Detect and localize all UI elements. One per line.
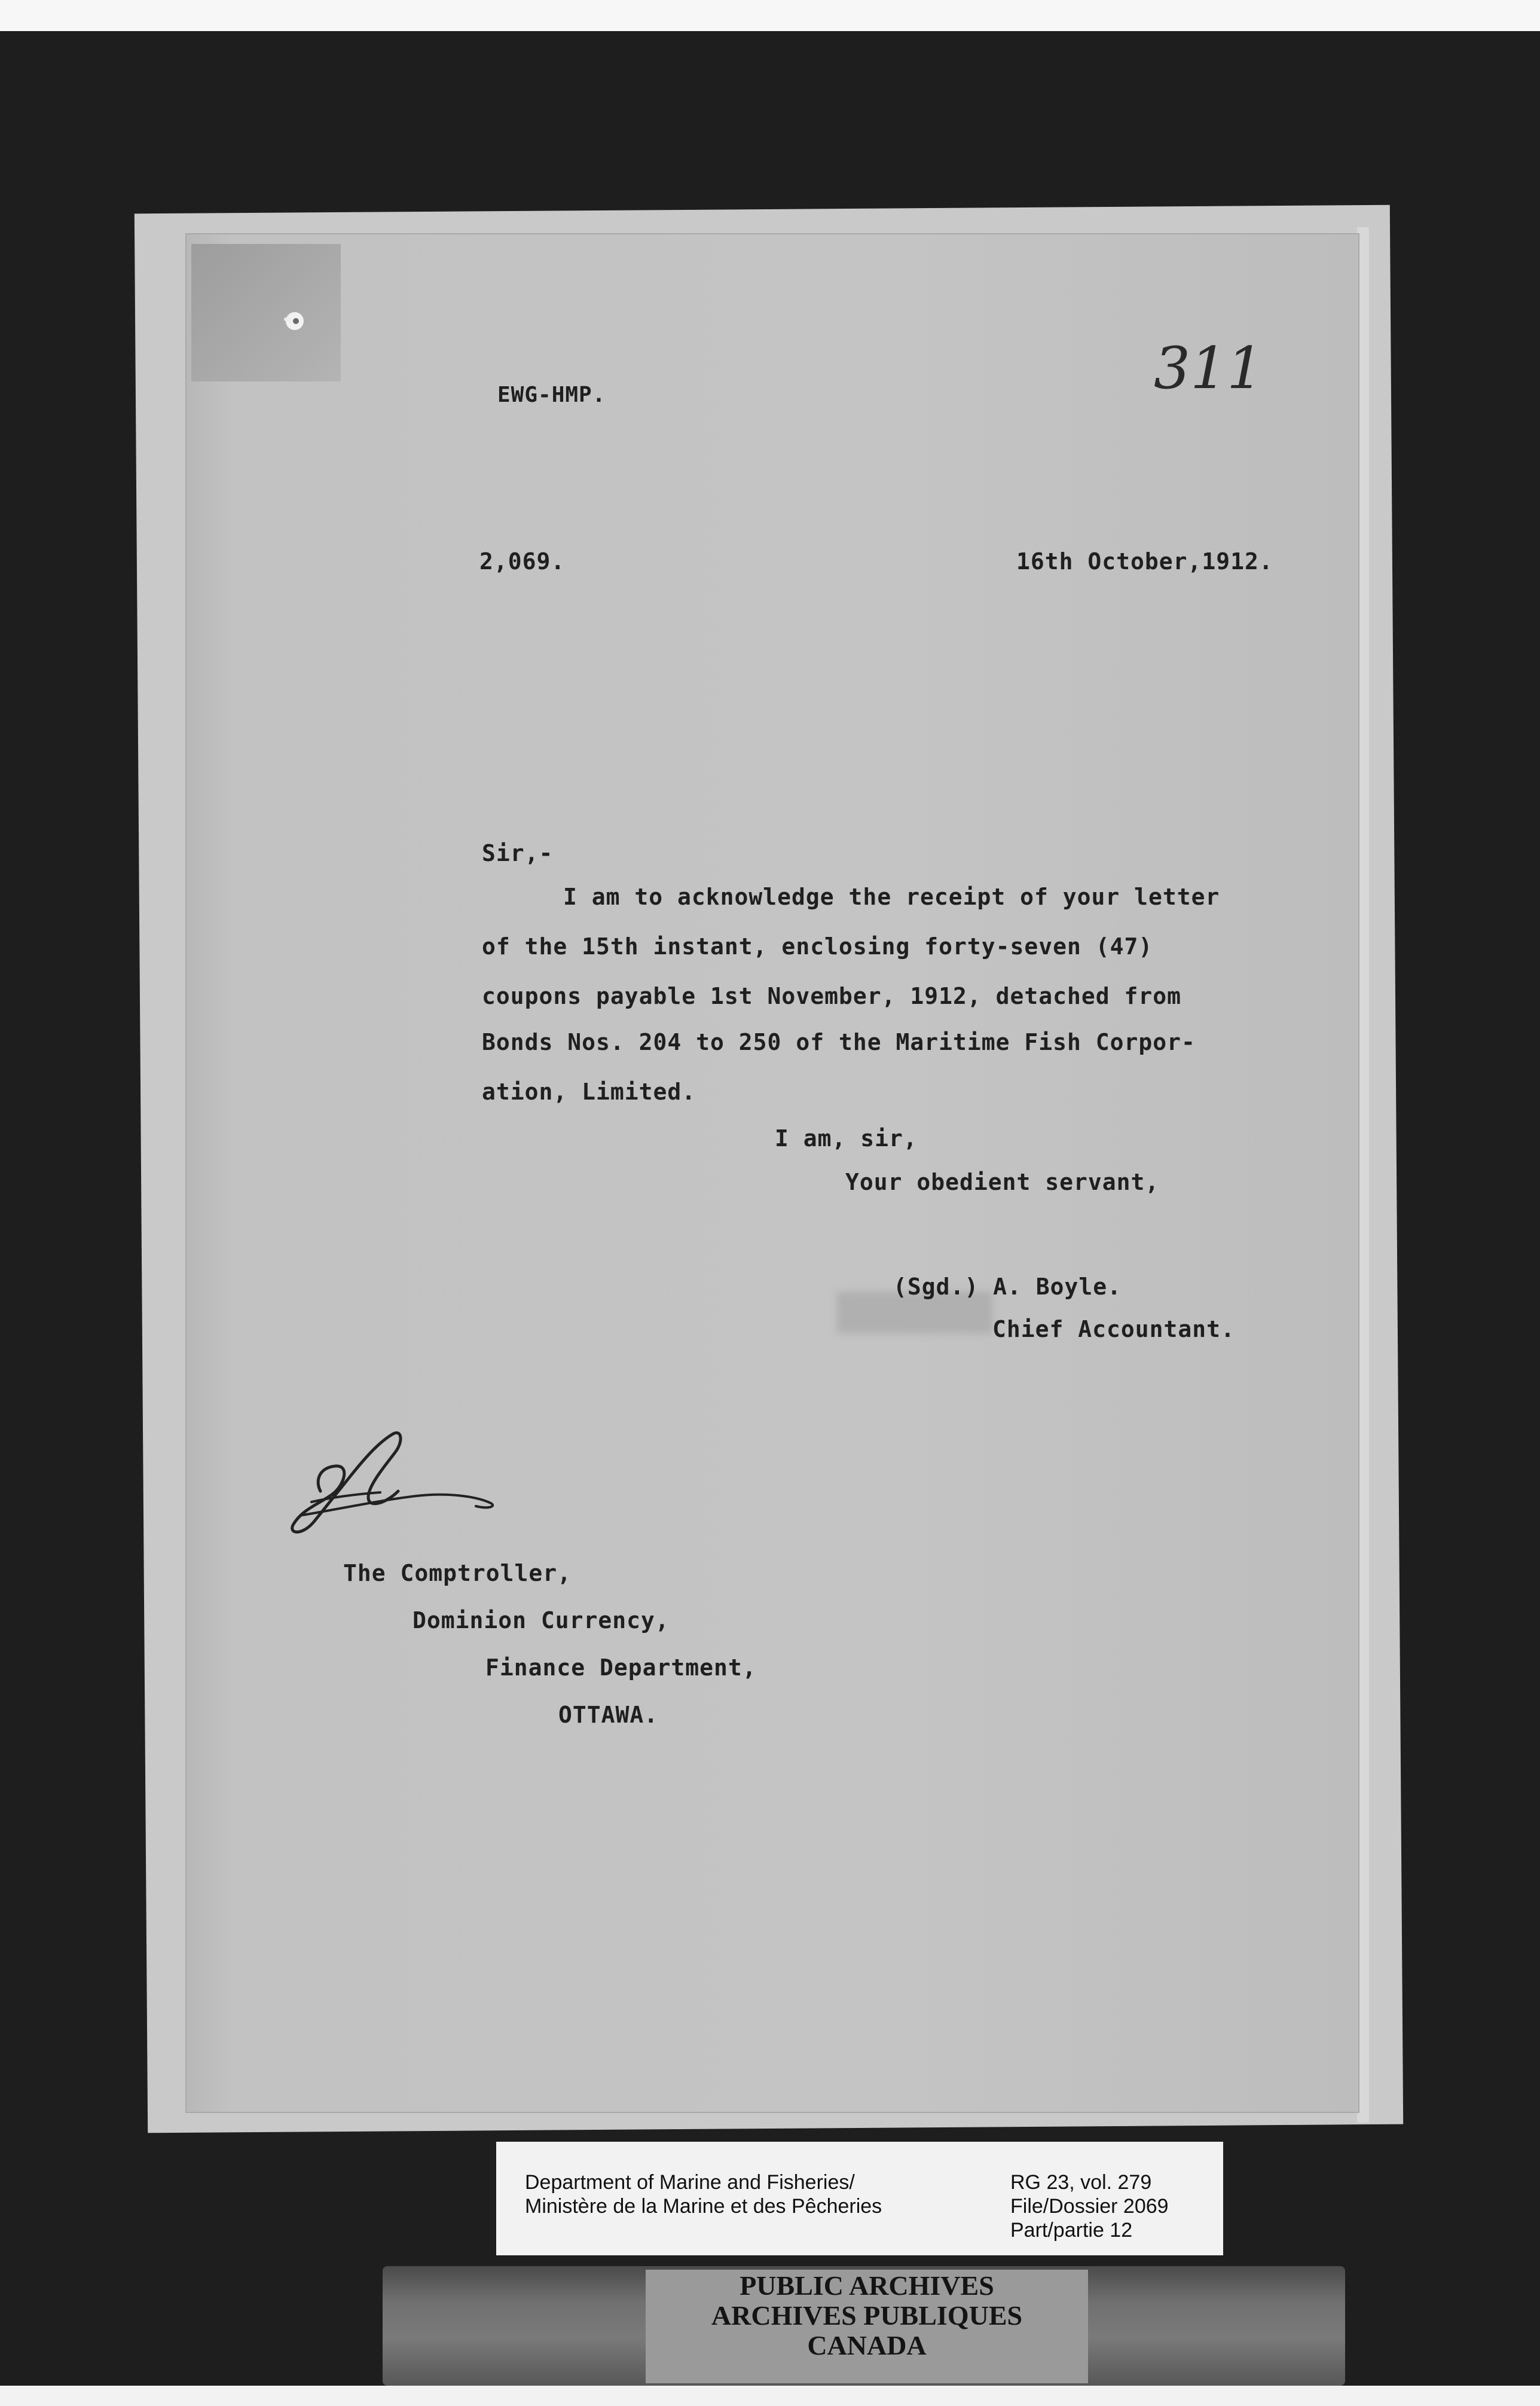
department-fr: Ministère de la Marine et des Pêcheries: [525, 2195, 882, 2218]
signature-line: (Sgd.) A. Boyle.: [893, 1274, 1122, 1300]
reference-initials: EWG-HMP.: [497, 383, 606, 407]
body-line: Bonds Nos. 204 to 250 of the Maritime Fish Corpor-: [482, 1029, 1196, 1055]
address-line: Dominion Currency,: [412, 1607, 670, 1633]
salutation: Sir,-: [482, 840, 554, 866]
top-margin-strip: [0, 0, 1540, 31]
letter-page: [187, 234, 1358, 2112]
signer-title: Chief Accountant.: [992, 1316, 1235, 1342]
body-line: of the 15th instant, enclosing forty-seven (47): [482, 933, 1153, 960]
stamp-line-2: ARCHIVES PUBLIQUES: [711, 2300, 1023, 2331]
stamp-line-1: PUBLIC ARCHIVES: [740, 2270, 994, 2301]
paper-edge: [1357, 227, 1369, 2123]
body-line: ation, Limited.: [482, 1079, 696, 1105]
body-line: I am to acknowledge the receipt of your letter: [563, 884, 1220, 910]
body-line: coupons payable 1st November, 1912, detached from: [482, 983, 1182, 1009]
department-en: Department of Marine and Fisheries/: [525, 2171, 855, 2194]
part-partie: Part/partie 12: [1010, 2219, 1133, 2242]
handwritten-initials: [279, 1419, 500, 1539]
staple-icon: [280, 306, 310, 336]
letter-date: 16th October,1912.: [1016, 548, 1273, 575]
clip-shadow: [191, 244, 341, 381]
closing-line-2: Your obedient servant,: [845, 1169, 1160, 1195]
stamp-line-3: CANADA: [807, 2330, 927, 2361]
address-line: Finance Department,: [485, 1654, 757, 1681]
closing-line-1: I am, sir,: [775, 1125, 918, 1152]
record-group: RG 23, vol. 279: [1010, 2171, 1152, 2194]
file-dossier: File/Dossier 2069: [1010, 2195, 1169, 2218]
file-number: 2,069.: [479, 548, 566, 575]
bottom-margin-strip: [0, 2386, 1540, 2406]
address-line: OTTAWA.: [558, 1702, 659, 1728]
folio-number: 311: [1154, 335, 1264, 402]
address-line: The Comptroller,: [343, 1560, 572, 1586]
